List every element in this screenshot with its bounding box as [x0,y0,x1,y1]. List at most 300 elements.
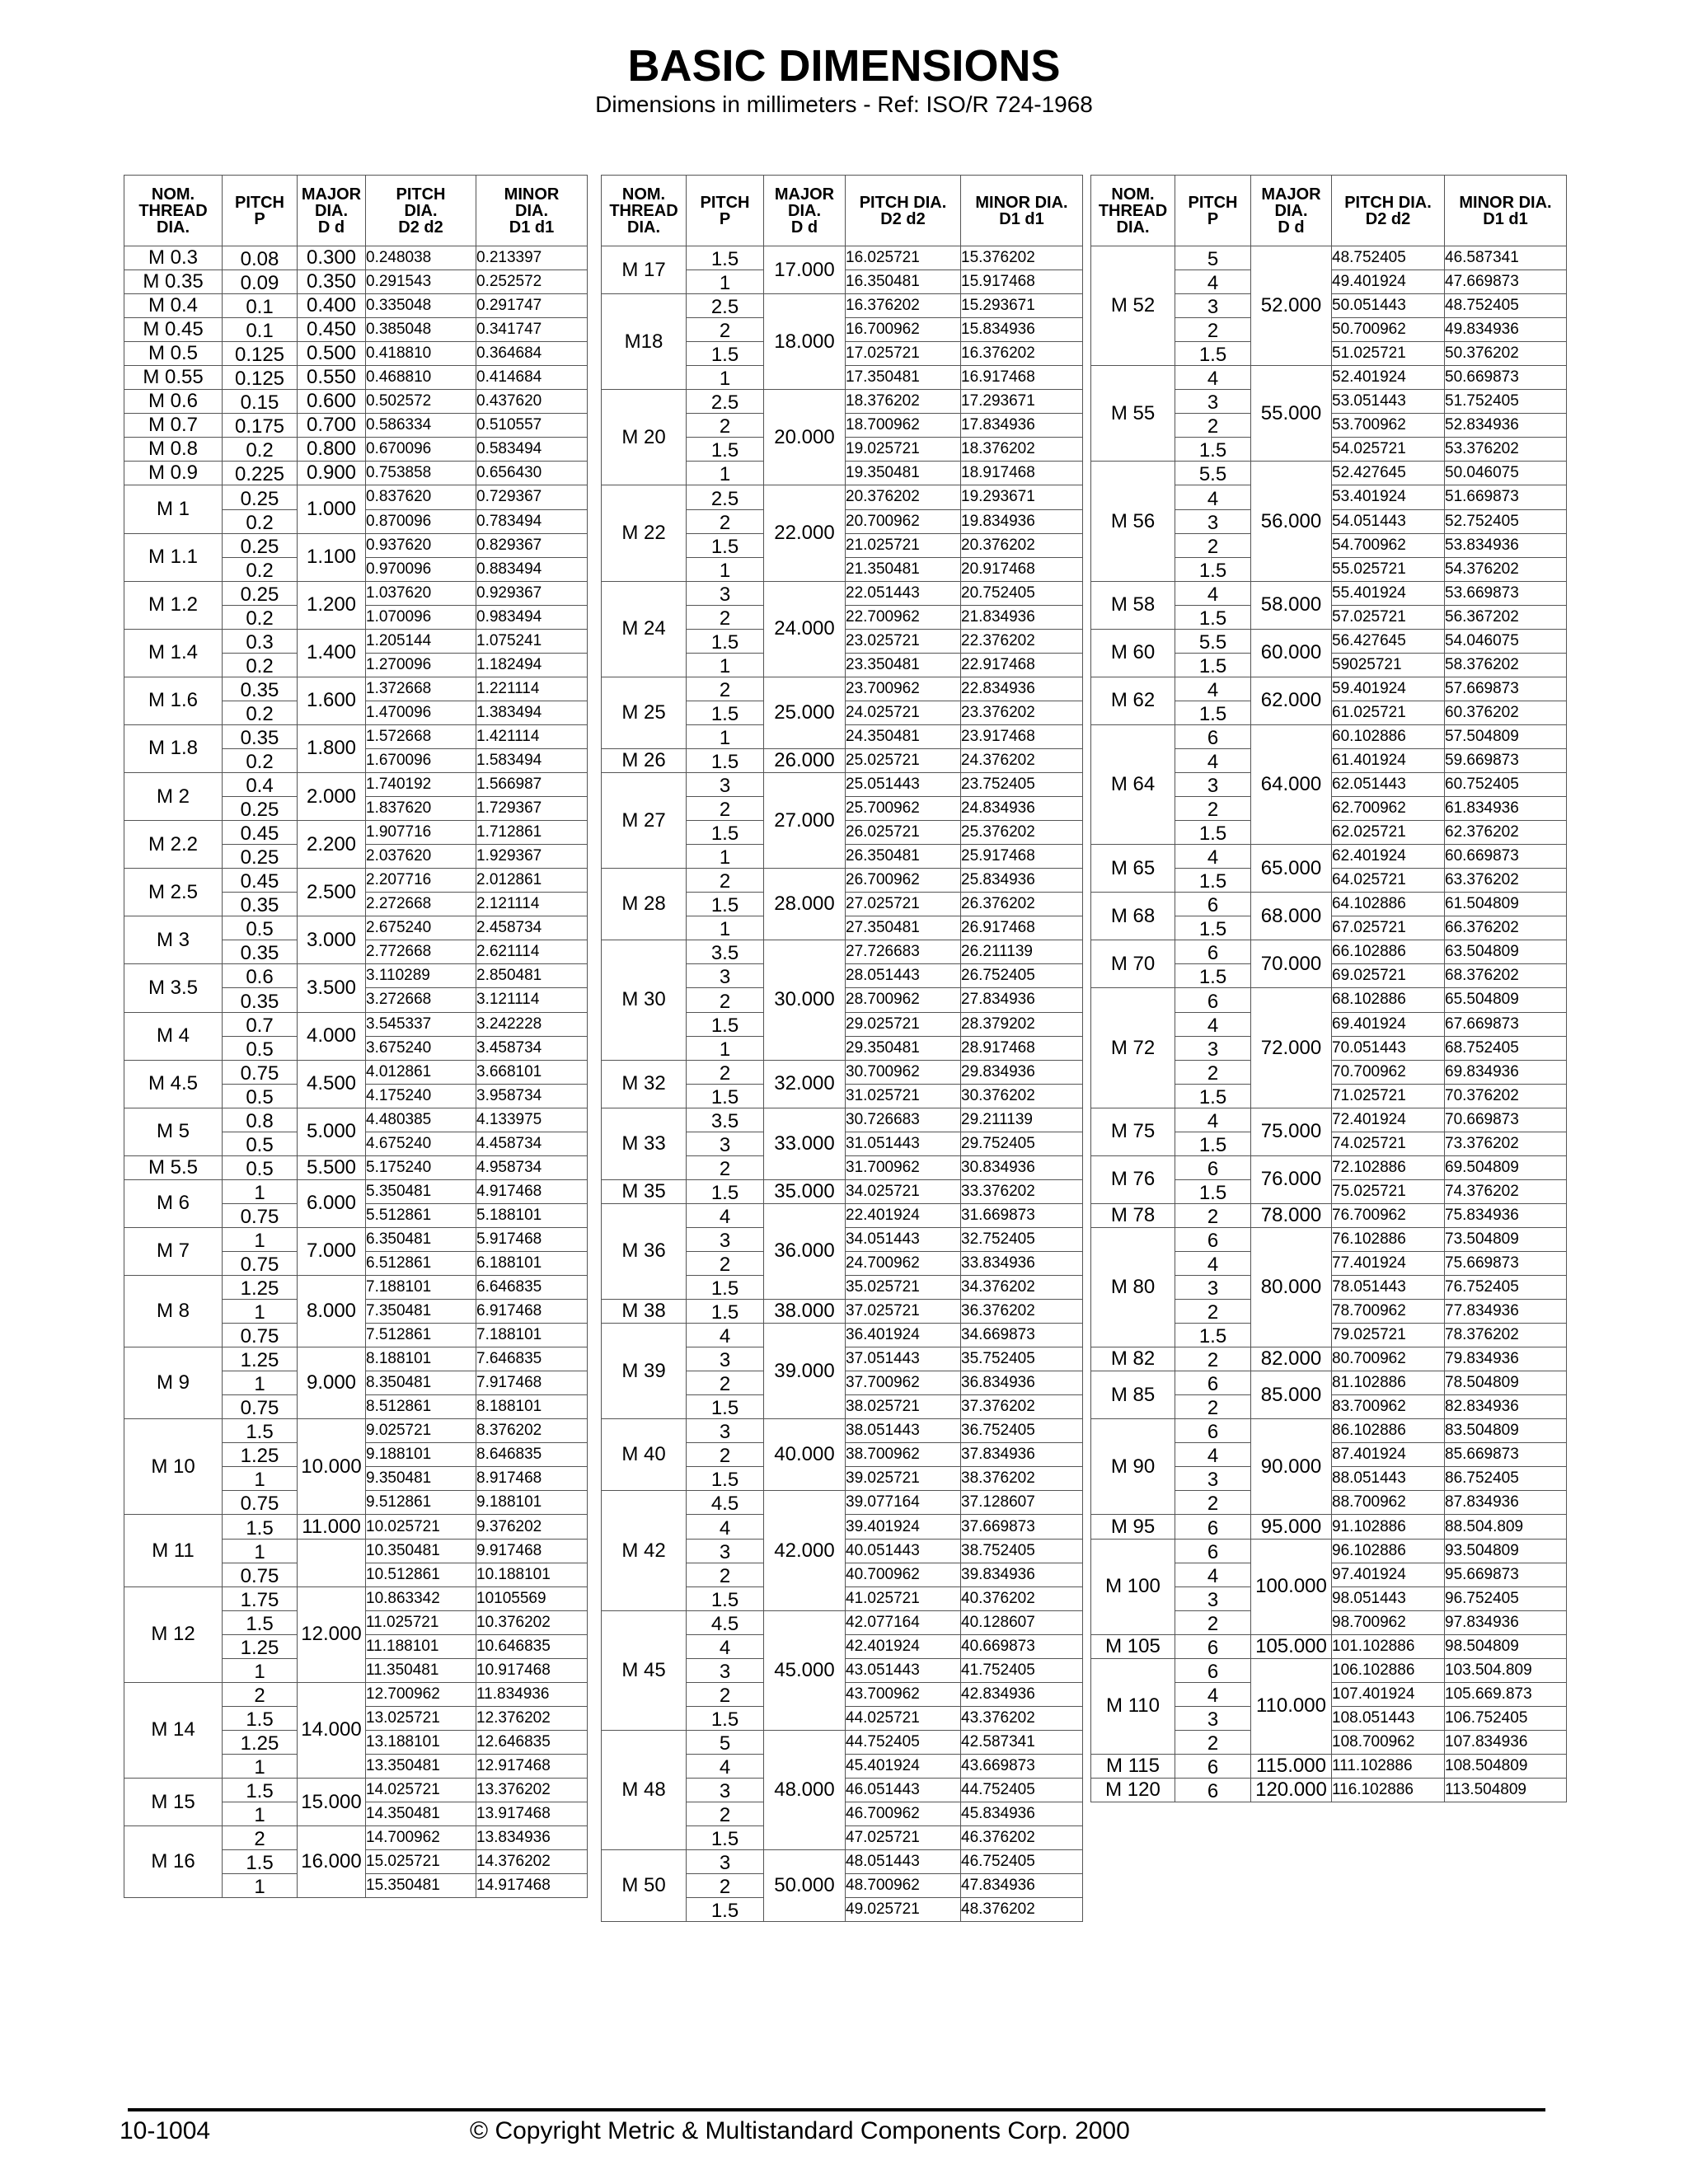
major-dia: 20.000 [764,390,846,485]
nominal-thread-dia: M 8 [124,1276,223,1347]
pitch-dia-value: 2.675240 [366,916,476,940]
pitch-value: 1.5 [687,246,764,270]
minor-dia-value: 61.504809 [1445,893,1567,916]
pitch-dia-value: 86.102886 [1332,1419,1445,1443]
nominal-thread-dia: M 0.8 [124,438,223,462]
thread-dimensions-table [124,175,588,1898]
minor-dia-value: 26.917468 [961,916,1083,940]
pitch-dia-value: 7.512861 [366,1324,476,1347]
pitch-dia-value: 2.207716 [366,869,476,893]
pitch-dia-value: 30.700962 [846,1060,961,1084]
minor-dia-value: 25.834936 [961,869,1083,893]
nominal-thread-dia: M 64 [1091,724,1175,844]
nominal-thread-dia: M 40 [602,1419,687,1491]
minor-dia-value: 88.504.809 [1445,1515,1567,1539]
minor-dia-value: 20.376202 [961,533,1083,557]
pitch-value: 5 [687,1730,764,1754]
minor-dia-value: 34.376202 [961,1276,1083,1300]
minor-dia-value: 44.752405 [961,1779,1083,1802]
minor-dia-value: 0.364684 [476,342,588,366]
pitch-value: 2.5 [687,390,764,414]
pitch-dia-value: 107.401924 [1332,1682,1445,1706]
minor-dia-value: 73.376202 [1445,1132,1567,1155]
pitch-dia-value: 56.427645 [1332,629,1445,653]
pitch-dia-value: 79.025721 [1332,1324,1445,1347]
major-dia: 27.000 [764,773,846,869]
minor-dia-value: 12.646835 [476,1730,588,1754]
header-line: DIA. [1116,218,1150,237]
pitch-value: 6 [1175,1155,1251,1179]
pitch-value: 1.5 [687,1898,764,1922]
minor-dia-value: 62.376202 [1445,821,1567,845]
header-line: THREAD [138,201,208,220]
minor-dia-value: 47.834936 [961,1874,1083,1898]
pitch-dia-value: 24.350481 [846,724,961,748]
pitch-value: 1 [687,1036,764,1060]
pitch-value: 2 [687,414,764,438]
pitch-value: 0.125 [223,366,298,390]
minor-dia-value: 28.917468 [961,1036,1083,1060]
pitch-value: 1.5 [687,533,764,557]
table-row [124,1060,588,1084]
nominal-thread-dia: M 60 [1091,629,1175,677]
nominal-thread-dia: M 58 [1091,581,1175,629]
nominal-thread-dia: M 15 [124,1779,223,1826]
pitch-value: 1 [687,916,764,940]
pitch-value: 0.175 [223,414,298,438]
nominal-thread-dia: M 1.2 [124,581,223,629]
header-line: PITCH DIA. [859,193,947,212]
minor-dia-value: 1.182494 [476,653,588,677]
pitch-dia-value: 13.025721 [366,1706,476,1730]
table-row [124,964,588,988]
table-row [124,1586,588,1610]
minor-dia-value: 6.188101 [476,1251,588,1275]
pitch-value: 3 [1175,390,1251,414]
table-row [124,414,588,438]
col-header-nom-thread-dia [1091,176,1175,246]
pitch-dia-value: 72.102886 [1332,1155,1445,1179]
minor-dia-value: 61.834936 [1445,797,1567,821]
pitch-value: 0.75 [223,1203,298,1227]
nominal-thread-dia: M 42 [602,1491,687,1610]
table-row [1091,724,1567,748]
table-row [1091,1347,1567,1371]
pitch-value: 2 [687,988,764,1012]
pitch-dia-value: 98.051443 [1332,1586,1445,1610]
pitch-value: 1 [687,462,764,485]
minor-dia-value: 0.213397 [476,246,588,270]
nominal-thread-dia: M 7 [124,1227,223,1275]
major-dia: 105.000 [1251,1634,1332,1658]
pitch-value: 2 [1175,318,1251,342]
nominal-thread-dia: M 82 [1091,1347,1175,1371]
header-line: D1 d1 [999,209,1044,228]
pitch-dia-value: 60.102886 [1332,724,1445,748]
pitch-value: 1.5 [1175,557,1251,581]
nominal-thread-dia: M 14 [124,1682,223,1778]
table-row [1091,988,1567,1012]
header-line: D1 d1 [509,218,555,237]
minor-dia-value: 15.376202 [961,246,1083,270]
pitch-dia-value: 22.051443 [846,581,961,605]
pitch-value: 0.1 [223,294,298,318]
pitch-dia-value: 0.970096 [366,557,476,581]
minor-dia-value: 83.504809 [1445,1419,1567,1443]
pitch-dia-value: 22.401924 [846,1203,961,1227]
thread-dimensions-table [1090,175,1567,1802]
minor-dia-value: 30.834936 [961,1155,1083,1179]
col-header-minor-dia [961,176,1083,246]
pitch-dia-value: 18.376202 [846,390,961,414]
minor-dia-value: 69.834936 [1445,1060,1567,1084]
minor-dia-value: 48.752405 [1445,294,1567,318]
minor-dia-value: 43.669873 [961,1754,1083,1778]
pitch-dia-value: 96.102886 [1332,1539,1445,1563]
pitch-value: 1 [223,1179,298,1203]
pitch-dia-value: 0.870096 [366,509,476,533]
header-line: DIA. [515,201,548,220]
pitch-value: 0.2 [223,438,298,462]
table-row [124,390,588,414]
minor-dia-value: 7.917468 [476,1371,588,1395]
pitch-dia-value: 3.675240 [366,1036,476,1060]
major-dia: 62.000 [1251,677,1332,724]
table-row [602,294,1083,318]
pitch-dia-value: 42.077164 [846,1610,961,1634]
table-row [124,246,588,270]
minor-dia-value: 1.075241 [476,629,588,653]
pitch-value: 3 [1175,773,1251,797]
pitch-value: 1 [223,1227,298,1251]
pitch-value: 3 [687,773,764,797]
pitch-dia-value: 55.025721 [1332,557,1445,581]
minor-dia-value: 0.929367 [476,581,588,605]
pitch-dia-value: 20.376202 [846,485,961,509]
pitch-dia-value: 8.512861 [366,1395,476,1419]
minor-dia-value: 103.504.809 [1445,1658,1567,1682]
minor-dia-value: 31.669873 [961,1203,1083,1227]
minor-dia-value: 107.834936 [1445,1730,1567,1754]
pitch-value: 0.15 [223,390,298,414]
table-row [124,821,588,845]
major-dia: 95.000 [1251,1515,1332,1539]
pitch-dia-value: 19.350481 [846,462,961,485]
minor-dia-value: 6.917468 [476,1300,588,1324]
pitch-value: 2 [687,797,764,821]
pitch-dia-value: 1.205144 [366,629,476,653]
pitch-dia-value: 62.051443 [1332,773,1445,797]
pitch-dia-value: 69.025721 [1332,964,1445,988]
major-dia: 16.000 [298,1826,366,1898]
pitch-value: 0.75 [223,1251,298,1275]
pitch-dia-value: 10.025721 [366,1515,476,1539]
minor-dia-value: 52.752405 [1445,509,1567,533]
minor-dia-value: 36.834936 [961,1371,1083,1395]
minor-dia-value: 23.917468 [961,724,1083,748]
minor-dia-value: 87.834936 [1445,1491,1567,1515]
pitch-dia-value: 2.772668 [366,940,476,964]
pitch-dia-value: 37.051443 [846,1347,961,1371]
pitch-value: 3 [687,1347,764,1371]
major-dia: 10.000 [298,1419,366,1515]
pitch-dia-value: 23.025721 [846,629,961,653]
table-row [124,270,588,294]
pitch-value: 1 [223,1467,298,1491]
table-row [124,462,588,485]
pitch-value: 4 [1175,1682,1251,1706]
pitch-value: 1.75 [223,1586,298,1610]
pitch-value: 2 [687,1371,764,1395]
minor-dia-value: 41.752405 [961,1658,1083,1682]
pitch-dia-value: 97.401924 [1332,1563,1445,1586]
pitch-value: 1 [223,1802,298,1826]
pitch-dia-value: 75.025721 [1332,1179,1445,1203]
header-line: PITCH DIA. [1344,193,1432,212]
table-row [602,748,1083,772]
minor-dia-value: 5.917468 [476,1227,588,1251]
pitch-dia-value: 48.752405 [1332,246,1445,270]
minor-dia-value: 86.752405 [1445,1467,1567,1491]
pitch-dia-value: 5.350481 [366,1179,476,1203]
header-line: PITCH [396,185,446,204]
minor-dia-value: 39.834936 [961,1563,1083,1586]
pitch-value: 0.4 [223,773,298,797]
header-line: P [1207,209,1219,228]
table-row [1091,1658,1567,1682]
pitch-value: 2.5 [687,485,764,509]
minor-dia-value: 9.917468 [476,1539,588,1563]
pitch-dia-value: 50.051443 [1332,294,1445,318]
pitch-value: 3 [1175,509,1251,533]
pitch-value: 1 [223,1754,298,1778]
minor-dia-value: 105.669.873 [1445,1682,1567,1706]
minor-dia-value: 4.917468 [476,1179,588,1203]
pitch-value: 4 [687,1203,764,1227]
table-row [602,1203,1083,1227]
pitch-dia-value: 10.863342 [366,1586,476,1610]
pitch-value: 5 [1175,246,1251,270]
pitch-value: 1.5 [687,1586,764,1610]
pitch-value: 5.5 [1175,629,1251,653]
header-line: DIA. [1274,201,1308,220]
minor-dia-value: 34.669873 [961,1324,1083,1347]
pitch-dia-value: 57.025721 [1332,605,1445,629]
major-dia: 14.000 [298,1682,366,1778]
table-row [124,1012,588,1036]
pitch-dia-value: 3.110289 [366,964,476,988]
nominal-thread-dia: M 0.3 [124,246,223,270]
pitch-dia-value: 7.350481 [366,1300,476,1324]
pitch-value: 2 [1175,414,1251,438]
pitch-value: 1.5 [1175,916,1251,940]
pitch-dia-value: 91.102886 [1332,1515,1445,1539]
nominal-thread-dia: M 27 [602,773,687,869]
pitch-dia-value: 62.401924 [1332,845,1445,869]
major-dia: 24.000 [764,581,846,677]
header-line: PITCH [1188,193,1238,212]
header-line: MINOR DIA. [975,193,1068,212]
pitch-value: 1.5 [223,1850,298,1874]
pitch-dia-value: 88.700962 [1332,1491,1445,1515]
header-line: D d [317,218,345,237]
minor-dia-value: 70.376202 [1445,1084,1567,1108]
nominal-thread-dia: M 36 [602,1203,687,1299]
minor-dia-value: 96.752405 [1445,1586,1567,1610]
pitch-value: 2 [687,318,764,342]
nominal-thread-dia: M 11 [124,1515,223,1586]
pitch-value: 4 [687,1324,764,1347]
minor-dia-value: 76.752405 [1445,1276,1567,1300]
table-row [1091,893,1567,916]
nominal-thread-dia: M 1.1 [124,533,223,581]
minor-dia-value: 0.437620 [476,390,588,414]
major-dia: 64.000 [1251,724,1332,844]
minor-dia-value: 40.128607 [961,1610,1083,1634]
pitch-dia-value: 26.025721 [846,821,961,845]
minor-dia-value: 18.376202 [961,438,1083,462]
pitch-dia-value: 14.700962 [366,1826,476,1850]
minor-dia-value: 45.834936 [961,1802,1083,1826]
pitch-value: 6 [1175,1371,1251,1395]
pitch-dia-value: 44.025721 [846,1706,961,1730]
minor-dia-value: 5.188101 [476,1203,588,1227]
header-line: MAJOR [774,185,835,204]
pitch-value: 2 [1175,1491,1251,1515]
table-row [124,1227,588,1251]
minor-dia-value: 113.504809 [1445,1779,1567,1802]
pitch-dia-value: 4.175240 [366,1084,476,1108]
nominal-thread-dia: M 0.35 [124,270,223,294]
table-row [1091,1227,1567,1251]
table-row [602,1730,1083,1754]
pitch-dia-value: 13.188101 [366,1730,476,1754]
minor-dia-value: 26.211139 [961,940,1083,964]
minor-dia-value: 2.012861 [476,869,588,893]
nominal-thread-dia: M 38 [602,1300,687,1324]
major-dia: 38.000 [764,1300,846,1324]
nominal-thread-dia: M 10 [124,1419,223,1515]
major-dia: 17.000 [764,246,846,294]
minor-dia-value: 30.376202 [961,1084,1083,1108]
minor-dia-value: 26.752405 [961,964,1083,988]
pitch-value: 2 [687,677,764,701]
header-line: THREAD [609,201,678,220]
minor-dia-value: 40.376202 [961,1586,1083,1610]
minor-dia-value: 65.504809 [1445,988,1567,1012]
table-row [124,581,588,605]
header-line: MAJOR [1261,185,1321,204]
pitch-value: 1.5 [1175,821,1251,845]
pitch-dia-value: 2.037620 [366,845,476,869]
nominal-thread-dia: M 30 [602,940,687,1060]
pitch-dia-value: 101.102886 [1332,1634,1445,1658]
table-row [1091,1203,1567,1227]
col-header-minor-dia [476,176,588,246]
major-dia: 6.000 [298,1179,366,1227]
table-row [1091,1108,1567,1132]
nominal-thread-dia: M 95 [1091,1515,1175,1539]
pitch-value: 1.5 [1175,701,1251,724]
nominal-thread-dia: M 9 [124,1347,223,1419]
minor-dia-value: 1.221114 [476,677,588,701]
major-dia: 0.300 [298,246,366,270]
pitch-value: 3 [687,1419,764,1443]
pitch-dia-value: 42.401924 [846,1634,961,1658]
pitch-value: 1.5 [687,438,764,462]
table-row [602,1179,1083,1203]
minor-dia-value: 77.834936 [1445,1300,1567,1324]
table-row [124,318,588,342]
header-line: D2 d2 [880,209,926,228]
page-title: BASIC DIMENSIONS [627,41,1061,91]
pitch-dia-value: 3.272668 [366,988,476,1012]
pitch-value: 2 [1175,1347,1251,1371]
col-header-pitch-dia [366,176,476,246]
pitch-dia-value: 106.102886 [1332,1658,1445,1682]
pitch-value: 2 [687,1563,764,1586]
table-row [1091,1539,1567,1563]
minor-dia-value: 67.669873 [1445,1012,1567,1036]
pitch-value: 1.5 [687,1826,764,1850]
pitch-dia-value: 13.350481 [366,1754,476,1778]
pitch-value: 0.5 [223,1036,298,1060]
major-dia: 1.200 [298,581,366,629]
header-line: PITCH [235,193,284,212]
pitch-value: 2 [1175,1060,1251,1084]
table-row [124,485,588,509]
minor-dia-value: 37.834936 [961,1443,1083,1467]
major-dia: 5.000 [298,1108,366,1155]
pitch-value: 2 [687,1682,764,1706]
minor-dia-value: 10.917468 [476,1658,588,1682]
pitch-dia-value: 0.248038 [366,246,476,270]
minor-dia-value: 46.376202 [961,1826,1083,1850]
nominal-thread-dia: M 65 [1091,845,1175,893]
table-row [1091,1779,1567,1802]
minor-dia-value: 98.504809 [1445,1634,1567,1658]
pitch-dia-value: 38.051443 [846,1419,961,1443]
pitch-value: 0.2 [223,653,298,677]
table-row [602,1491,1083,1515]
minor-dia-value: 50.376202 [1445,342,1567,366]
pitch-dia-value: 24.700962 [846,1251,961,1275]
major-dia: 80.000 [1251,1227,1332,1347]
pitch-dia-value: 5.512861 [366,1203,476,1227]
table-row [602,1850,1083,1874]
major-dia: 45.000 [764,1610,846,1730]
pitch-dia-value: 23.700962 [846,677,961,701]
pitch-dia-value: 87.401924 [1332,1443,1445,1467]
pitch-value: 4 [1175,1012,1251,1036]
table-row [124,1779,588,1802]
minor-dia-value: 78.504809 [1445,1371,1567,1395]
pitch-dia-value: 50.700962 [1332,318,1445,342]
pitch-value: 2 [687,1802,764,1826]
pitch-dia-value: 4.012861 [366,1060,476,1084]
pitch-dia-value: 39.401924 [846,1515,961,1539]
pitch-value: 0.35 [223,893,298,916]
pitch-dia-value: 74.025721 [1332,1132,1445,1155]
minor-dia-value: 3.242228 [476,1012,588,1036]
minor-dia-value: 8.646835 [476,1443,588,1467]
table-row [124,366,588,390]
minor-dia-value: 15.917468 [961,270,1083,294]
pitch-value: 4.5 [687,1610,764,1634]
minor-dia-value: 3.668101 [476,1060,588,1084]
pitch-value: 3 [687,1779,764,1802]
pitch-value: 0.3 [223,629,298,653]
